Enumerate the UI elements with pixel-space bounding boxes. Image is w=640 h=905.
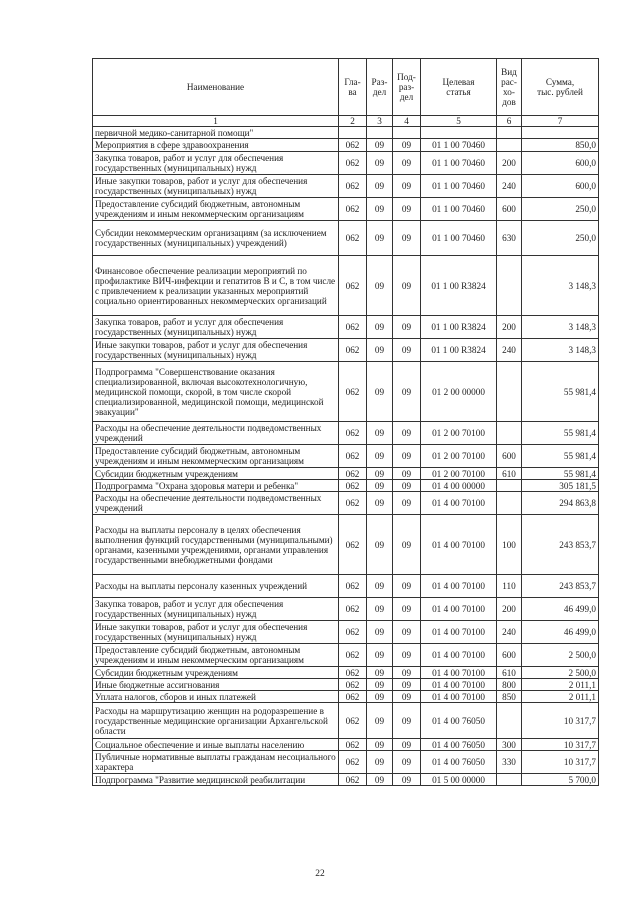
row-glava: 062 — [339, 445, 367, 468]
row-razdel: 09 — [367, 679, 393, 691]
header-glava-label: Гла- ва — [344, 77, 361, 97]
row-razdel: 09 — [367, 751, 393, 774]
row-statya: 01 2 00 70100 — [421, 445, 497, 468]
row-name: Публичные нормативные выплаты гражданам несоциального характера — [93, 751, 339, 774]
budget-sheet — [92, 58, 598, 786]
row-glava: 062 — [339, 679, 367, 691]
header-razdel-label: Раз- дел — [371, 77, 388, 97]
table-row — [93, 152, 599, 175]
table-row — [93, 667, 599, 679]
row-vid — [497, 362, 522, 422]
row-summa: 10 317,7 — [522, 751, 599, 774]
row-glava: 062 — [339, 339, 367, 362]
row-statya: 01 1 00 R3824 — [421, 256, 497, 316]
row-statya: 01 4 00 70100 — [421, 667, 497, 679]
row-razdel — [367, 127, 393, 139]
header-razdel — [367, 59, 393, 116]
row-summa: 3 148,3 — [522, 339, 599, 362]
row-podrazdel: 09 — [393, 362, 421, 422]
row-statya: 01 1 00 R3824 — [421, 316, 497, 339]
row-statya: 01 1 00 70460 — [421, 198, 497, 221]
row-summa: 5 700,0 — [522, 774, 599, 786]
table-row — [93, 621, 599, 644]
row-summa: 55 981,4 — [522, 422, 599, 445]
row-vid: 100 — [497, 515, 522, 575]
row-razdel: 09 — [367, 575, 393, 598]
row-razdel: 09 — [367, 256, 393, 316]
row-razdel: 09 — [367, 221, 393, 256]
table-row — [93, 422, 599, 445]
header-podrazdel-label: Под- раз- дел — [397, 72, 416, 102]
row-name: первичной медико-санитарной помощи" — [93, 127, 339, 139]
row-statya: 01 4 00 70100 — [421, 515, 497, 575]
row-name: Подпрограмма "Развитие медицинской реабилитации — [93, 774, 339, 786]
row-statya: 01 4 00 70100 — [421, 679, 497, 691]
row-glava: 062 — [339, 175, 367, 198]
row-summa: 600,0 — [522, 152, 599, 175]
row-glava: 062 — [339, 739, 367, 751]
table-row — [93, 468, 599, 480]
row-podrazdel: 09 — [393, 468, 421, 480]
row-vid: 110 — [497, 575, 522, 598]
budget-table-body — [93, 127, 599, 786]
table-header-row — [93, 59, 599, 116]
row-razdel: 09 — [367, 739, 393, 751]
row-glava: 062 — [339, 515, 367, 575]
row-glava: 062 — [339, 362, 367, 422]
row-statya: 01 4 00 70100 — [421, 575, 497, 598]
row-statya — [421, 127, 497, 139]
row-name: Расходы на маршрутизацию женщин на родоразрешение в государственные медицинские организации Архангельской области — [93, 703, 339, 739]
row-name: Субсидии бюджетным учреждениям — [93, 667, 339, 679]
row-podrazdel: 09 — [393, 621, 421, 644]
row-vid — [497, 139, 522, 152]
row-name: Уплата налогов, сборов и иных платежей — [93, 691, 339, 703]
row-statya: 01 1 00 70460 — [421, 221, 497, 256]
row-glava: 062 — [339, 256, 367, 316]
row-razdel: 09 — [367, 362, 393, 422]
table-row — [93, 221, 599, 256]
table-row — [93, 739, 599, 751]
row-statya: 01 4 00 76050 — [421, 751, 497, 774]
table-row — [93, 598, 599, 621]
row-vid — [497, 256, 522, 316]
row-glava: 062 — [339, 198, 367, 221]
row-vid: 600 — [497, 445, 522, 468]
row-podrazdel: 09 — [393, 339, 421, 362]
row-name: Закупка товаров, работ и услуг для обеспечения государственных (муниципальных) нужд — [93, 598, 339, 621]
row-summa: 46 499,0 — [522, 621, 599, 644]
row-razdel: 09 — [367, 480, 393, 492]
row-vid: 800 — [497, 679, 522, 691]
row-summa: 294 863,8 — [522, 492, 599, 515]
table-row — [93, 644, 599, 667]
row-name: Расходы на выплаты персоналу в целях обеспечения выполнения функций государственными (муниципальными) органами, казенными учреждениями, органами управления государственными внебюджетными фондами — [93, 515, 339, 575]
row-summa: 305 181,5 — [522, 480, 599, 492]
row-statya: 01 4 00 70100 — [421, 621, 497, 644]
row-glava: 062 — [339, 468, 367, 480]
row-vid — [497, 422, 522, 445]
row-name: Предоставление субсидий бюджетным, автономным учреждениям и иным некоммерческим организациям — [93, 644, 339, 667]
row-name: Иные закупки товаров, работ и услуг для обеспечения государственных (муниципальных) нужд — [93, 339, 339, 362]
row-vid — [497, 492, 522, 515]
row-podrazdel: 09 — [393, 316, 421, 339]
row-statya: 01 1 00 70460 — [421, 175, 497, 198]
row-summa: 850,0 — [522, 139, 599, 152]
header-statya-label: Целевая статья — [442, 77, 475, 97]
table-row — [93, 691, 599, 703]
column-number: 6 — [497, 116, 522, 127]
row-statya: 01 2 00 70100 — [421, 422, 497, 445]
row-razdel: 09 — [367, 703, 393, 739]
row-glava: 062 — [339, 774, 367, 786]
row-name: Иные закупки товаров, работ и услуг для обеспечения государственных (муниципальных) нужд — [93, 621, 339, 644]
table-row — [93, 774, 599, 786]
row-podrazdel: 09 — [393, 575, 421, 598]
row-razdel: 09 — [367, 316, 393, 339]
row-razdel: 09 — [367, 422, 393, 445]
row-vid: 240 — [497, 175, 522, 198]
row-summa: 3 148,3 — [522, 316, 599, 339]
row-podrazdel: 09 — [393, 480, 421, 492]
row-name: Расходы на выплаты персоналу казенных учреждений — [93, 575, 339, 598]
budget-table — [92, 58, 599, 786]
row-razdel: 09 — [367, 598, 393, 621]
table-row — [93, 198, 599, 221]
row-glava: 062 — [339, 139, 367, 152]
header-vid — [497, 59, 522, 116]
row-name: Расходы на обеспечение деятельности подведомственных учреждений — [93, 422, 339, 445]
row-podrazdel: 09 — [393, 175, 421, 198]
row-name: Закупка товаров, работ и услуг для обеспечения государственных (муниципальных) нужд — [93, 316, 339, 339]
row-glava: 062 — [339, 316, 367, 339]
row-summa: 243 853,7 — [522, 515, 599, 575]
row-statya: 01 4 00 00000 — [421, 480, 497, 492]
row-name: Подпрограмма "Совершенствование оказания специализированной, включая высокотехнологичную, медицинской помощи, скорой, в том числе скорой специализированной, медицинской помощи, медицинской эвакуации" — [93, 362, 339, 422]
row-podrazdel: 09 — [393, 774, 421, 786]
row-podrazdel: 09 — [393, 703, 421, 739]
row-vid — [497, 774, 522, 786]
row-name: Мероприятия в сфере здравоохранения — [93, 139, 339, 152]
row-podrazdel: 09 — [393, 198, 421, 221]
row-statya: 01 4 00 70100 — [421, 691, 497, 703]
row-summa: 2 011,1 — [522, 679, 599, 691]
row-glava: 062 — [339, 152, 367, 175]
row-statya: 01 4 00 70100 — [421, 644, 497, 667]
row-vid: 610 — [497, 667, 522, 679]
table-row — [93, 362, 599, 422]
row-vid: 200 — [497, 598, 522, 621]
row-summa: 3 148,3 — [522, 256, 599, 316]
row-statya: 01 2 00 00000 — [421, 362, 497, 422]
row-razdel: 09 — [367, 667, 393, 679]
row-summa: 2 011,1 — [522, 691, 599, 703]
row-podrazdel: 09 — [393, 152, 421, 175]
row-podrazdel: 09 — [393, 221, 421, 256]
row-name: Подпрограмма "Охрана здоровья матери и ребенка" — [93, 480, 339, 492]
row-razdel: 09 — [367, 175, 393, 198]
column-number: 7 — [522, 116, 599, 127]
row-statya: 01 1 00 R3824 — [421, 339, 497, 362]
row-podrazdel: 09 — [393, 751, 421, 774]
row-name: Финансовое обеспечение реализации мероприятий по профилактике ВИЧ-инфекции и гепатитов В и С, в том числе с привлечением к реализации указанных мероприятий социально ориентированных некоммерческих организаций — [93, 256, 339, 316]
row-statya: 01 4 00 70100 — [421, 598, 497, 621]
row-vid: 600 — [497, 644, 522, 667]
column-number: 2 — [339, 116, 367, 127]
row-statya: 01 4 00 70100 — [421, 492, 497, 515]
header-podrazdel — [393, 59, 421, 116]
header-name-label: Наименование — [186, 82, 245, 92]
table-row — [93, 515, 599, 575]
row-name: Субсидии некоммерческим организациям (за исключением государственных (муниципальных) учреждений) — [93, 221, 339, 256]
row-glava: 062 — [339, 575, 367, 598]
table-row — [93, 139, 599, 152]
row-statya: 01 4 00 76050 — [421, 703, 497, 739]
row-summa: 2 500,0 — [522, 667, 599, 679]
row-podrazdel: 09 — [393, 515, 421, 575]
row-podrazdel: 09 — [393, 492, 421, 515]
row-glava: 062 — [339, 492, 367, 515]
row-vid: 240 — [497, 339, 522, 362]
table-row — [93, 175, 599, 198]
column-number: 1 — [93, 116, 339, 127]
row-vid: 200 — [497, 152, 522, 175]
row-vid: 300 — [497, 739, 522, 751]
row-statya: 01 5 00 00000 — [421, 774, 497, 786]
row-podrazdel: 09 — [393, 139, 421, 152]
row-summa: 2 500,0 — [522, 644, 599, 667]
row-summa: 46 499,0 — [522, 598, 599, 621]
row-razdel: 09 — [367, 644, 393, 667]
row-summa: 55 981,4 — [522, 468, 599, 480]
row-glava: 062 — [339, 480, 367, 492]
row-vid: 610 — [497, 468, 522, 480]
row-razdel: 09 — [367, 198, 393, 221]
table-row — [93, 679, 599, 691]
row-summa: 10 317,7 — [522, 703, 599, 739]
row-podrazdel: 09 — [393, 679, 421, 691]
row-vid: 600 — [497, 198, 522, 221]
row-razdel: 09 — [367, 152, 393, 175]
row-statya: 01 4 00 76050 — [421, 739, 497, 751]
row-summa: 55 981,4 — [522, 362, 599, 422]
table-row — [93, 480, 599, 492]
row-vid: 240 — [497, 621, 522, 644]
row-podrazdel: 09 — [393, 739, 421, 751]
row-podrazdel: 09 — [393, 598, 421, 621]
row-name: Закупка товаров, работ и услуг для обеспечения государственных (муниципальных) нужд — [93, 152, 339, 175]
table-row — [93, 339, 599, 362]
row-name: Иные закупки товаров, работ и услуг для обеспечения государственных (муниципальных) нужд — [93, 175, 339, 198]
row-razdel: 09 — [367, 445, 393, 468]
table-row — [93, 751, 599, 774]
page-number: 22 — [315, 869, 325, 879]
row-glava: 062 — [339, 422, 367, 445]
row-razdel: 09 — [367, 774, 393, 786]
row-summa — [522, 127, 599, 139]
row-glava: 062 — [339, 221, 367, 256]
row-glava: 062 — [339, 703, 367, 739]
row-summa: 243 853,7 — [522, 575, 599, 598]
table-row — [93, 316, 599, 339]
row-name: Расходы на обеспечение деятельности подведомственных учреждений — [93, 492, 339, 515]
row-statya: 01 1 00 70460 — [421, 139, 497, 152]
header-glava — [339, 59, 367, 116]
column-number: 4 — [393, 116, 421, 127]
row-glava — [339, 127, 367, 139]
row-podrazdel: 09 — [393, 667, 421, 679]
row-vid — [497, 127, 522, 139]
header-vid-label: Вид рас- хо- дов — [501, 67, 517, 107]
table-row — [93, 575, 599, 598]
row-podrazdel: 09 — [393, 644, 421, 667]
row-summa: 250,0 — [522, 221, 599, 256]
row-razdel: 09 — [367, 691, 393, 703]
row-statya: 01 1 00 70460 — [421, 152, 497, 175]
row-vid — [497, 480, 522, 492]
column-number: 5 — [421, 116, 497, 127]
row-razdel: 09 — [367, 468, 393, 480]
row-podrazdel: 09 — [393, 445, 421, 468]
row-name: Предоставление субсидий бюджетным, автономным учреждениям и иным некоммерческим организациям — [93, 445, 339, 468]
table-row — [93, 445, 599, 468]
row-glava: 062 — [339, 691, 367, 703]
row-podrazdel — [393, 127, 421, 139]
table-row — [93, 703, 599, 739]
row-name: Предоставление субсидий бюджетным, автономным учреждениям и иным некоммерческим организациям — [93, 198, 339, 221]
row-podrazdel: 09 — [393, 691, 421, 703]
row-glava: 062 — [339, 621, 367, 644]
row-razdel: 09 — [367, 515, 393, 575]
row-vid: 330 — [497, 751, 522, 774]
row-statya: 01 2 00 70100 — [421, 468, 497, 480]
table-row — [93, 127, 599, 139]
row-summa: 55 981,4 — [522, 445, 599, 468]
header-name — [93, 59, 339, 116]
row-podrazdel: 09 — [393, 256, 421, 316]
table-row — [93, 492, 599, 515]
table-row — [93, 256, 599, 316]
header-summa-label: Сумма, тыс. рублей — [537, 77, 583, 97]
row-name: Субсидии бюджетным учреждениям — [93, 468, 339, 480]
row-glava: 062 — [339, 667, 367, 679]
row-glava: 062 — [339, 644, 367, 667]
row-summa: 250,0 — [522, 198, 599, 221]
row-glava: 062 — [339, 598, 367, 621]
row-vid: 630 — [497, 221, 522, 256]
row-glava: 062 — [339, 751, 367, 774]
row-name: Социальное обеспечение и иные выплаты населению — [93, 739, 339, 751]
row-name: Иные бюджетные ассигнования — [93, 679, 339, 691]
column-number: 3 — [367, 116, 393, 127]
column-number-row — [93, 116, 599, 127]
header-summa — [522, 59, 599, 116]
row-summa: 10 317,7 — [522, 739, 599, 751]
row-vid — [497, 703, 522, 739]
row-razdel: 09 — [367, 139, 393, 152]
row-vid: 200 — [497, 316, 522, 339]
row-razdel: 09 — [367, 339, 393, 362]
row-razdel: 09 — [367, 492, 393, 515]
row-summa: 600,0 — [522, 175, 599, 198]
row-razdel: 09 — [367, 621, 393, 644]
row-vid: 850 — [497, 691, 522, 703]
header-statya — [421, 59, 497, 116]
row-podrazdel: 09 — [393, 422, 421, 445]
